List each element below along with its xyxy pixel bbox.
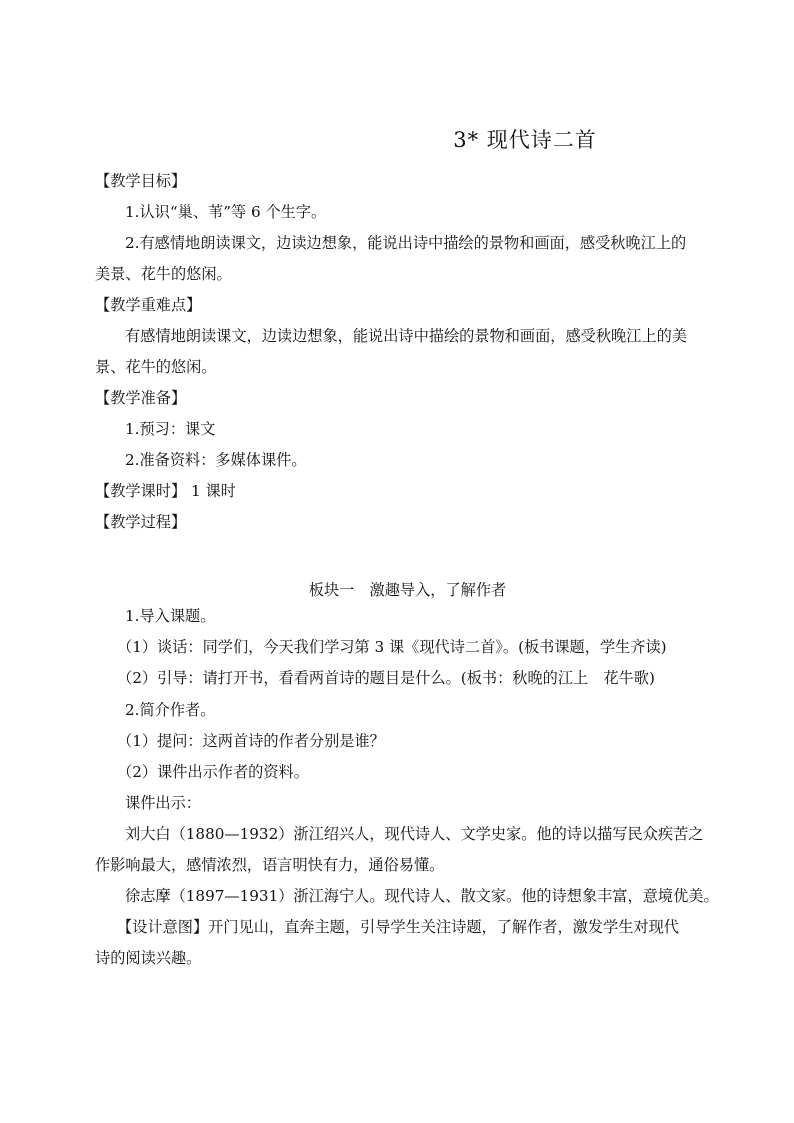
prep-2: 2.准备资料：多媒体课件。 [125,451,307,469]
step-2: 2.简介作者。 [125,701,216,719]
heading-key-points: 【教学重难点】 [95,296,202,314]
title-text: 3* 现代诗二首 [453,128,597,152]
step-1-b: （2）引导：请打开书，看看两首诗的题目是什么。(板书：秋晚的江上 花牛歌) [117,669,655,687]
author-1-line-1: 刘大白（1880—1932）浙江绍兴人，现代诗人、文学史家。他的诗以描写民众疾苦之 [125,825,704,843]
step-2-b: （2）课件出示作者的资料。 [117,763,309,781]
section-1-title: 板块一 激趣导入，了解作者 [308,581,507,599]
heading-teaching-process: 【教学过程】 [95,513,187,531]
step-1: 1.导入课题。 [125,607,216,625]
key-point-line-1: 有感情地朗读课文，边读边想象，能说出诗中描绘的景物和画面，感受秋晚江上的美 [125,327,687,345]
goal-2-line-2: 美景、花牛的悠闲。 [95,265,232,283]
heading-teaching-goals: 【教学目标】 [95,172,187,190]
design-intent-line-2: 诗的阅读兴趣。 [95,949,202,967]
step-1-a: （1）谈话：同学们，今天我们学习第 3 课《现代诗二首》。(板书课题，学生齐读) [117,638,667,656]
prep-1: 1.预习：课文 [125,420,216,438]
heading-preparation: 【教学准备】 [95,389,187,407]
design-intent-line-1: 【设计意图】开门见山，直奔主题，引导学生关注诗题，了解作者，激发学生对现代 [117,918,679,936]
step-2-a: （1）提问：这两首诗的作者分别是谁？ [117,732,385,750]
heading-class-hours: 【教学课时】 1 课时 [95,482,236,500]
courseware-label: 课件出示： [125,794,201,812]
goal-1: 1.认识“巢、苇”等 6 个生字。 [125,203,327,221]
document-title [95,124,720,154]
author-2: 徐志摩（1897—1931）浙江海宁人。现代诗人、散文家。他的诗想象丰富，意境优美。 [125,887,719,905]
goal-2-line-1: 2.有感情地朗读课文，边读边想象，能说出诗中描绘的景物和画面，感受秋晚江上的 [125,234,687,252]
key-point-line-2: 景、花牛的悠闲。 [95,358,217,376]
author-1-line-2: 作影响最大，感情浓烈，语言明快有力，通俗易懂。 [95,856,445,874]
